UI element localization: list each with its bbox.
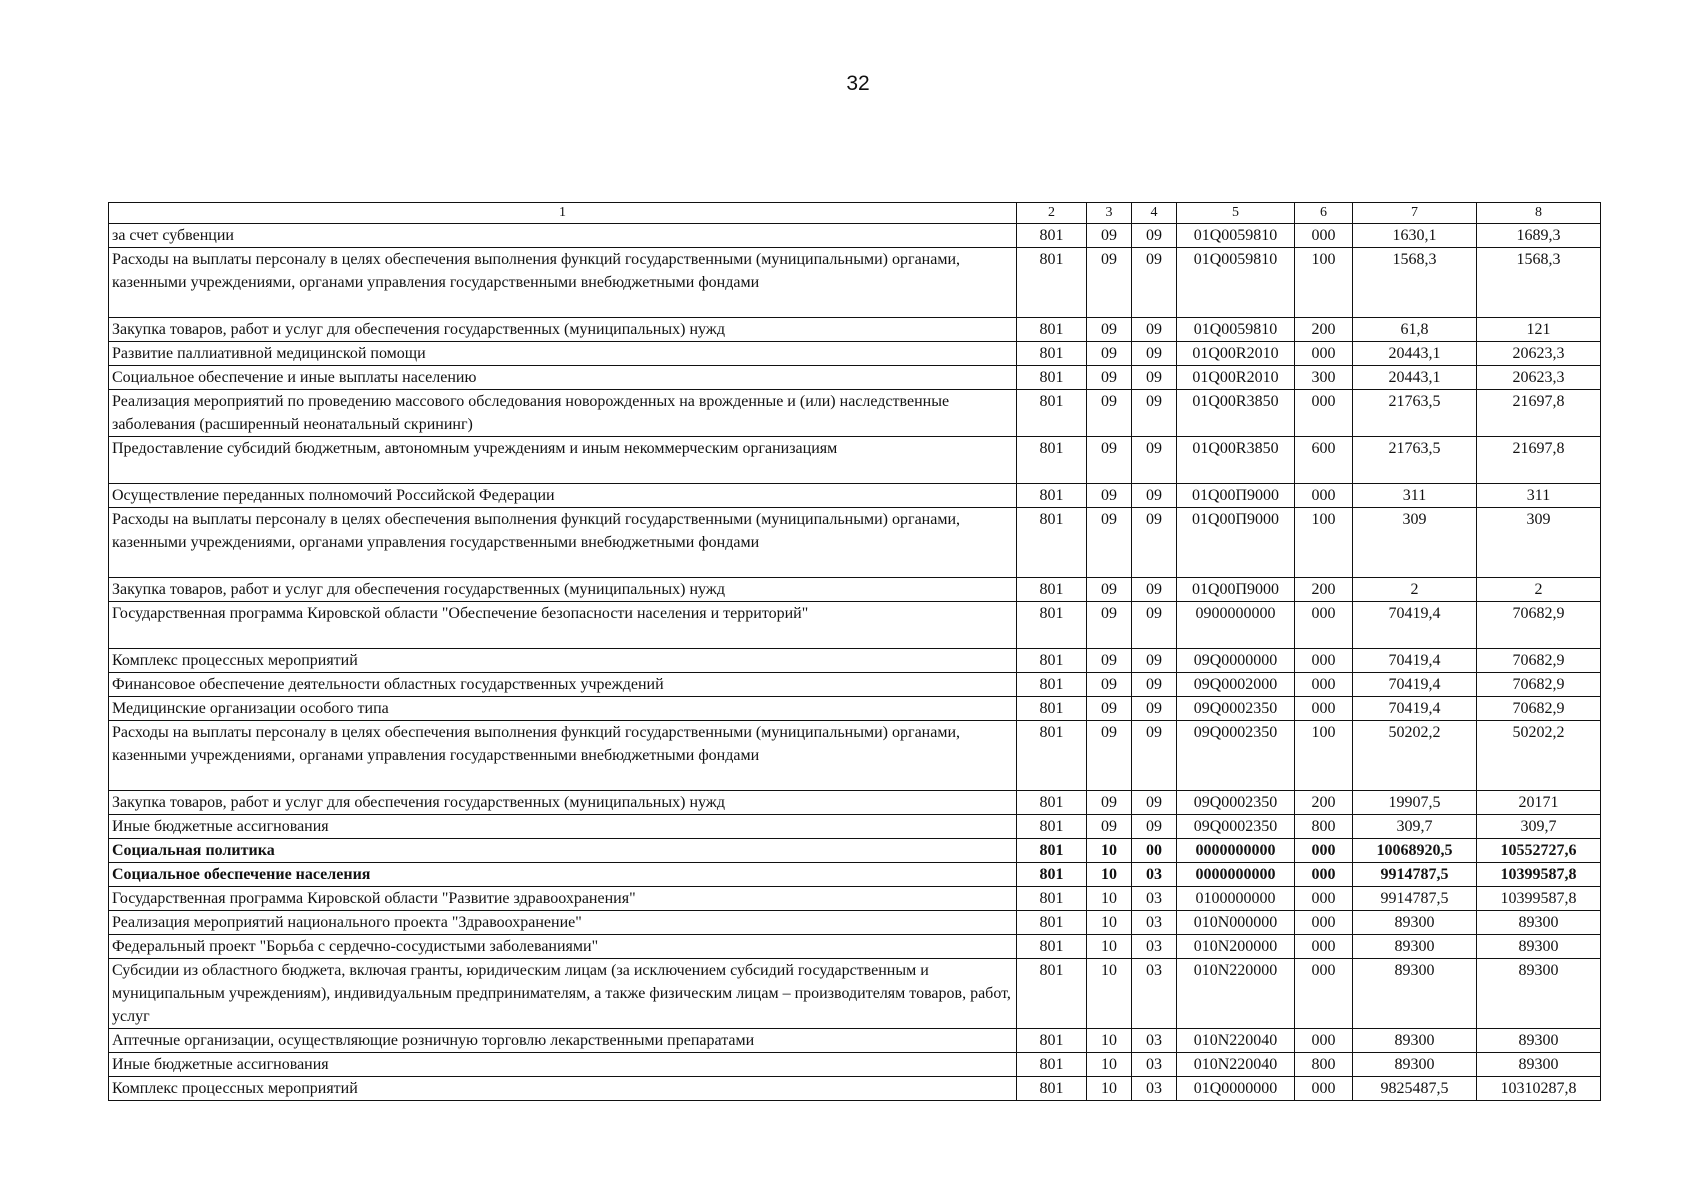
expense-type-cell: 100 [1295,508,1353,578]
table-row [109,863,1601,887]
target-article-cell: 09Q0002350 [1177,815,1295,839]
amount-year2-cell: 10310287,8 [1477,1077,1601,1101]
code-cell: 801 [1017,673,1087,697]
amount-year1-cell: 20443,1 [1353,366,1477,390]
amount-year2-cell: 21697,8 [1477,437,1601,484]
column-header: 8 [1477,203,1601,224]
row-name-cell: Социальное обеспечение населения [109,863,1017,887]
amount-year2-cell: 89300 [1477,935,1601,959]
section-cell: 09 [1087,437,1132,484]
code-cell: 801 [1017,224,1087,248]
code-cell: 801 [1017,935,1087,959]
amount-year1-cell: 2 [1353,578,1477,602]
column-header: 2 [1017,203,1087,224]
code-cell: 801 [1017,1077,1087,1101]
section-cell: 09 [1087,484,1132,508]
table-row [109,578,1601,602]
expense-type-cell: 000 [1295,224,1353,248]
amount-year2-cell: 311 [1477,484,1601,508]
amount-year2-cell: 70682,9 [1477,673,1601,697]
section-cell: 09 [1087,366,1132,390]
column-header: 3 [1087,203,1132,224]
table-row [109,911,1601,935]
amount-year1-cell: 89300 [1353,1053,1477,1077]
subsection-cell: 09 [1132,437,1177,484]
amount-year2-cell: 309 [1477,508,1601,578]
subsection-cell: 00 [1132,839,1177,863]
section-cell: 09 [1087,318,1132,342]
amount-year1-cell: 9914787,5 [1353,887,1477,911]
amount-year2-cell: 89300 [1477,1053,1601,1077]
subsection-cell: 03 [1132,1053,1177,1077]
row-name-cell: Расходы на выплаты персоналу в целях обеспечения выполнения функций государственными (муниципальными) органами, казенными учреждениями, органами управления государственными внебюджетными фондами [109,248,1017,318]
amount-year1-cell: 9914787,5 [1353,863,1477,887]
target-article-cell: 01Q0059810 [1177,318,1295,342]
table-row [109,935,1601,959]
expense-type-cell: 000 [1295,602,1353,649]
code-cell: 801 [1017,863,1087,887]
table-row [109,959,1601,1029]
amount-year1-cell: 50202,2 [1353,721,1477,791]
amount-year1-cell: 1630,1 [1353,224,1477,248]
table-row [109,318,1601,342]
target-article-cell: 09Q0002000 [1177,673,1295,697]
amount-year1-cell: 89300 [1353,911,1477,935]
table-row [109,1053,1601,1077]
expense-type-cell: 000 [1295,911,1353,935]
code-cell: 801 [1017,578,1087,602]
row-name-cell: Закупка товаров, работ и услуг для обеспечения государственных (муниципальных) нужд [109,318,1017,342]
section-cell: 10 [1087,1029,1132,1053]
target-article-cell: 01Q00П9000 [1177,508,1295,578]
table-row [109,649,1601,673]
expense-type-cell: 000 [1295,1029,1353,1053]
section-cell: 09 [1087,248,1132,318]
code-cell: 801 [1017,649,1087,673]
amount-year1-cell: 70419,4 [1353,602,1477,649]
code-cell: 801 [1017,959,1087,1029]
expense-type-cell: 100 [1295,721,1353,791]
expense-type-cell: 000 [1295,959,1353,1029]
code-cell: 801 [1017,815,1087,839]
row-name-cell: Реализация мероприятий по проведению массового обследования новорожденных на врожденные и (или) наследственные заболевания (расширенный неонатальный скрининг) [109,390,1017,437]
amount-year1-cell: 70419,4 [1353,649,1477,673]
amount-year1-cell: 311 [1353,484,1477,508]
row-name-cell: Аптечные организации, осуществляющие розничную торговлю лекарственными препаратами [109,1029,1017,1053]
amount-year2-cell: 10552727,6 [1477,839,1601,863]
amount-year2-cell: 309,7 [1477,815,1601,839]
section-cell: 09 [1087,390,1132,437]
row-name-cell: Развитие паллиативной медицинской помощи [109,342,1017,366]
row-name-cell: Закупка товаров, работ и услуг для обеспечения государственных (муниципальных) нужд [109,791,1017,815]
code-cell: 801 [1017,1053,1087,1077]
table-row [109,366,1601,390]
column-header: 7 [1353,203,1477,224]
target-article-cell: 01Q00П9000 [1177,484,1295,508]
section-cell: 09 [1087,815,1132,839]
section-cell: 09 [1087,721,1132,791]
row-name-cell: Иные бюджетные ассигнования [109,1053,1017,1077]
target-article-cell: 010N220040 [1177,1053,1295,1077]
section-cell: 09 [1087,602,1132,649]
section-cell: 09 [1087,508,1132,578]
amount-year1-cell: 19907,5 [1353,791,1477,815]
expense-type-cell: 000 [1295,863,1353,887]
subsection-cell: 09 [1132,508,1177,578]
section-cell: 10 [1087,911,1132,935]
amount-year2-cell: 89300 [1477,1029,1601,1053]
amount-year1-cell: 309,7 [1353,815,1477,839]
row-name-cell: Предоставление субсидий бюджетным, автономным учреждениям и иным некоммерческим организациям [109,437,1017,484]
code-cell: 801 [1017,839,1087,863]
amount-year2-cell: 70682,9 [1477,697,1601,721]
target-article-cell: 09Q0002350 [1177,721,1295,791]
subsection-cell: 09 [1132,649,1177,673]
table-row [109,437,1601,484]
subsection-cell: 09 [1132,791,1177,815]
amount-year2-cell: 10399587,8 [1477,887,1601,911]
row-name-cell: Закупка товаров, работ и услуг для обеспечения государственных (муниципальных) нужд [109,578,1017,602]
section-cell: 09 [1087,649,1132,673]
expense-type-cell: 000 [1295,839,1353,863]
table-row [109,508,1601,578]
target-article-cell: 0900000000 [1177,602,1295,649]
section-cell: 10 [1087,1077,1132,1101]
table-row [109,1077,1601,1101]
section-cell: 10 [1087,935,1132,959]
table-row [109,248,1601,318]
target-article-cell: 01Q00R3850 [1177,390,1295,437]
code-cell: 801 [1017,602,1087,649]
target-article-cell: 0000000000 [1177,839,1295,863]
subsection-cell: 03 [1132,1029,1177,1053]
subsection-cell: 09 [1132,697,1177,721]
expense-type-cell: 000 [1295,649,1353,673]
table-row [109,791,1601,815]
expense-type-cell: 200 [1295,791,1353,815]
amount-year2-cell: 21697,8 [1477,390,1601,437]
expense-type-cell: 000 [1295,342,1353,366]
table-row [109,721,1601,791]
section-cell: 09 [1087,791,1132,815]
amount-year1-cell: 309 [1353,508,1477,578]
subsection-cell: 09 [1132,602,1177,649]
row-name-cell: Социальная политика [109,839,1017,863]
amount-year1-cell: 20443,1 [1353,342,1477,366]
subsection-cell: 09 [1132,224,1177,248]
amount-year2-cell: 1689,3 [1477,224,1601,248]
amount-year2-cell: 20623,3 [1477,342,1601,366]
amount-year1-cell: 89300 [1353,1029,1477,1053]
subsection-cell: 09 [1132,390,1177,437]
row-name-cell: Комплекс процессных мероприятий [109,649,1017,673]
subsection-cell: 09 [1132,578,1177,602]
row-name-cell: за счет субвенции [109,224,1017,248]
row-name-cell: Осуществление переданных полномочий Российской Федерации [109,484,1017,508]
code-cell: 801 [1017,791,1087,815]
budget-table [108,202,1601,1101]
code-cell: 801 [1017,437,1087,484]
code-cell: 801 [1017,366,1087,390]
amount-year1-cell: 70419,4 [1353,673,1477,697]
amount-year1-cell: 89300 [1353,935,1477,959]
code-cell: 801 [1017,248,1087,318]
amount-year1-cell: 1568,3 [1353,248,1477,318]
target-article-cell: 0100000000 [1177,887,1295,911]
code-cell: 801 [1017,342,1087,366]
subsection-cell: 09 [1132,815,1177,839]
section-cell: 09 [1087,673,1132,697]
amount-year2-cell: 1568,3 [1477,248,1601,318]
expense-type-cell: 000 [1295,935,1353,959]
table-row [109,224,1601,248]
subsection-cell: 03 [1132,959,1177,1029]
row-name-cell: Федеральный проект "Борьба с сердечно-сосудистыми заболеваниями" [109,935,1017,959]
code-cell: 801 [1017,390,1087,437]
row-name-cell: Комплекс процессных мероприятий [109,1077,1017,1101]
amount-year2-cell: 89300 [1477,959,1601,1029]
table-row [109,342,1601,366]
table-row [109,839,1601,863]
target-article-cell: 010N220000 [1177,959,1295,1029]
subsection-cell: 09 [1132,673,1177,697]
amount-year2-cell: 50202,2 [1477,721,1601,791]
code-cell: 801 [1017,721,1087,791]
section-cell: 10 [1087,839,1132,863]
amount-year1-cell: 70419,4 [1353,697,1477,721]
row-name-cell: Государственная программа Кировской области "Развитие здравоохранения" [109,887,1017,911]
section-cell: 09 [1087,342,1132,366]
expense-type-cell: 200 [1295,318,1353,342]
amount-year1-cell: 21763,5 [1353,437,1477,484]
column-header: 1 [109,203,1017,224]
target-article-cell: 01Q00R2010 [1177,366,1295,390]
amount-year2-cell: 121 [1477,318,1601,342]
subsection-cell: 03 [1132,1077,1177,1101]
row-name-cell: Государственная программа Кировской области "Обеспечение безопасности населения и территорий" [109,602,1017,649]
column-header: 6 [1295,203,1353,224]
expense-type-cell: 800 [1295,815,1353,839]
expense-type-cell: 000 [1295,887,1353,911]
amount-year1-cell: 10068920,5 [1353,839,1477,863]
table-row [109,697,1601,721]
amount-year2-cell: 70682,9 [1477,649,1601,673]
target-article-cell: 09Q0002350 [1177,791,1295,815]
expense-type-cell: 300 [1295,366,1353,390]
expense-type-cell: 800 [1295,1053,1353,1077]
expense-type-cell: 000 [1295,1077,1353,1101]
row-name-cell: Медицинские организации особого типа [109,697,1017,721]
section-cell: 09 [1087,697,1132,721]
amount-year2-cell: 20623,3 [1477,366,1601,390]
subsection-cell: 03 [1132,887,1177,911]
expense-type-cell: 000 [1295,697,1353,721]
row-name-cell: Расходы на выплаты персоналу в целях обеспечения выполнения функций государственными (муниципальными) органами, казенными учреждениями, органами управления государственными внебюджетными фондами [109,721,1017,791]
subsection-cell: 03 [1132,935,1177,959]
amount-year1-cell: 21763,5 [1353,390,1477,437]
amount-year2-cell: 20171 [1477,791,1601,815]
subsection-cell: 09 [1132,248,1177,318]
code-cell: 801 [1017,911,1087,935]
amount-year2-cell: 2 [1477,578,1601,602]
expense-type-cell: 000 [1295,390,1353,437]
amount-year1-cell: 89300 [1353,959,1477,1029]
table-row [109,602,1601,649]
subsection-cell: 03 [1132,911,1177,935]
table-header-row [109,203,1601,224]
code-cell: 801 [1017,887,1087,911]
amount-year1-cell: 61,8 [1353,318,1477,342]
section-cell: 10 [1087,887,1132,911]
subsection-cell: 09 [1132,484,1177,508]
target-article-cell: 01Q00П9000 [1177,578,1295,602]
code-cell: 801 [1017,484,1087,508]
amount-year2-cell: 89300 [1477,911,1601,935]
code-cell: 801 [1017,697,1087,721]
section-cell: 09 [1087,578,1132,602]
section-cell: 10 [1087,959,1132,1029]
row-name-cell: Иные бюджетные ассигнования [109,815,1017,839]
table-row [109,1029,1601,1053]
target-article-cell: 09Q0000000 [1177,649,1295,673]
section-cell: 10 [1087,1053,1132,1077]
expense-type-cell: 100 [1295,248,1353,318]
table-row [109,887,1601,911]
target-article-cell: 010N000000 [1177,911,1295,935]
code-cell: 801 [1017,1029,1087,1053]
table-row [109,390,1601,437]
target-article-cell: 010N200000 [1177,935,1295,959]
column-header: 4 [1132,203,1177,224]
target-article-cell: 0000000000 [1177,863,1295,887]
expense-type-cell: 200 [1295,578,1353,602]
code-cell: 801 [1017,508,1087,578]
subsection-cell: 09 [1132,318,1177,342]
target-article-cell: 01Q0059810 [1177,248,1295,318]
section-cell: 10 [1087,863,1132,887]
expense-type-cell: 600 [1295,437,1353,484]
target-article-cell: 01Q0000000 [1177,1077,1295,1101]
amount-year2-cell: 70682,9 [1477,602,1601,649]
target-article-cell: 010N220040 [1177,1029,1295,1053]
table-row [109,484,1601,508]
target-article-cell: 01Q0059810 [1177,224,1295,248]
expense-type-cell: 000 [1295,484,1353,508]
subsection-cell: 03 [1132,863,1177,887]
row-name-cell: Финансовое обеспечение деятельности областных государственных учреждений [109,673,1017,697]
subsection-cell: 09 [1132,721,1177,791]
expense-type-cell: 000 [1295,673,1353,697]
target-article-cell: 09Q0002350 [1177,697,1295,721]
table-row [109,815,1601,839]
row-name-cell: Субсидии из областного бюджета, включая гранты, юридическим лицам (за исключением субсидий государственным и муниципальным учреждениям), индивидуальным предпринимателям, а также физическим лицам – производителям товаров, работ, услуг [109,959,1017,1029]
page-number: 32 [846,72,870,95]
row-name-cell: Расходы на выплаты персоналу в целях обеспечения выполнения функций государственными (муниципальными) органами, казенными учреждениями, органами управления государственными внебюджетными фондами [109,508,1017,578]
target-article-cell: 01Q00R2010 [1177,342,1295,366]
subsection-cell: 09 [1132,366,1177,390]
amount-year1-cell: 9825487,5 [1353,1077,1477,1101]
row-name-cell: Социальное обеспечение и иные выплаты населению [109,366,1017,390]
section-cell: 09 [1087,224,1132,248]
column-header: 5 [1177,203,1295,224]
row-name-cell: Реализация мероприятий национального проекта "Здравоохранение" [109,911,1017,935]
table-row [109,673,1601,697]
code-cell: 801 [1017,318,1087,342]
target-article-cell: 01Q00R3850 [1177,437,1295,484]
subsection-cell: 09 [1132,342,1177,366]
amount-year2-cell: 10399587,8 [1477,863,1601,887]
